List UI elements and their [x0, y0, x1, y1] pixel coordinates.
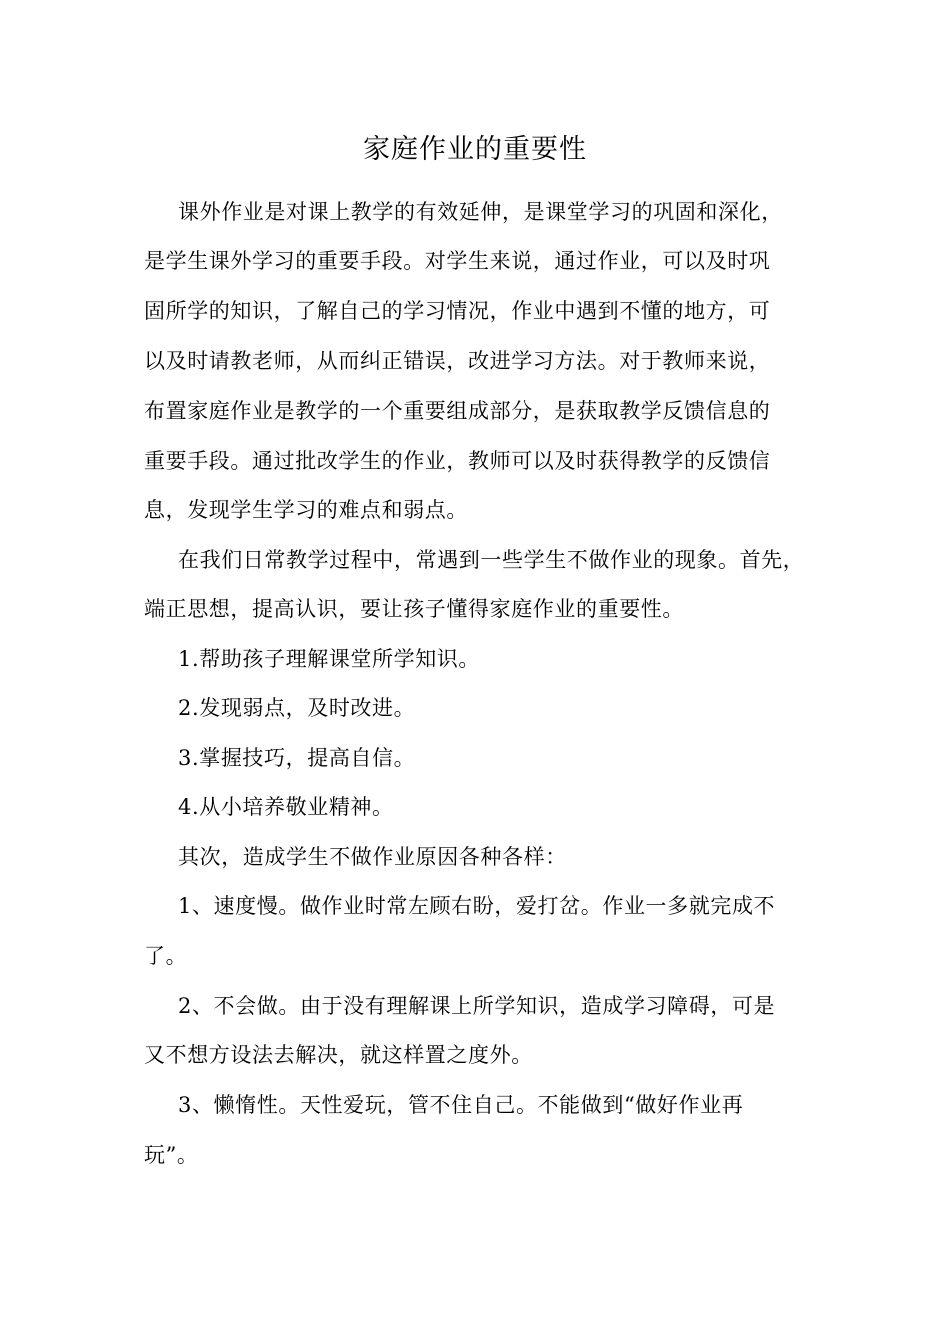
paragraph-line: 端正思想，提高认识，要让孩子懂得家庭作业的重要性。: [144, 597, 684, 621]
list-item: 4.从小培养敬业精神。: [178, 795, 394, 819]
list-item: 3.掌握技巧，提高自信。: [178, 746, 416, 770]
list-item: 1.帮助孩子理解课堂所学知识。: [178, 647, 481, 671]
paragraph-line: 布置家庭作业是教学的一个重要组成部分，是获取教学反馈信息的: [144, 399, 771, 423]
paragraph-line: 又不想方设法去解决，就这样置之度外。: [144, 1043, 533, 1067]
paragraph-line: 其次，造成学生不做作业原因各种各样：: [178, 845, 567, 869]
list-item: 3、懒惰性。天性爱玩，管不住自己。不能做到“做好作业再: [178, 1093, 744, 1117]
paragraph-line: 是学生课外学习的重要手段。对学生来说，通过作业，可以及时巩: [144, 249, 771, 273]
list-item: 2、不会做。由于没有理解课上所学知识，造成学习障碍，可是: [178, 994, 776, 1018]
paragraph-line: 玩”。: [144, 1143, 199, 1167]
paragraph-line: 课外作业是对课上教学的有效延伸，是课堂学习的巩固和深化，: [178, 200, 783, 224]
paragraph-line: 固所学的知识，了解自己的学习情况，作业中遇到不懂的地方，可: [144, 299, 771, 323]
paragraph-line: 了。: [144, 944, 188, 968]
paragraph-line: 重要手段。通过批改学生的作业，教师可以及时获得教学的反馈信: [144, 449, 771, 473]
list-item: 1、速度慢。做作业时常左顾右盼，爱打岔。作业一多就完成不: [178, 894, 776, 918]
paragraph-line: 以及时请教老师，从而纠正错误，改进学习方法。对于教师来说，: [144, 349, 771, 373]
paragraph-line: 在我们日常教学过程中，常遇到一些学生不做作业的现象。首先，: [178, 548, 805, 572]
document-title: 家庭作业的重要性: [363, 134, 587, 165]
paragraph-line: 息，发现学生学习的难点和弱点。: [144, 498, 468, 522]
list-item: 2.发现弱点，及时改进。: [178, 696, 416, 720]
